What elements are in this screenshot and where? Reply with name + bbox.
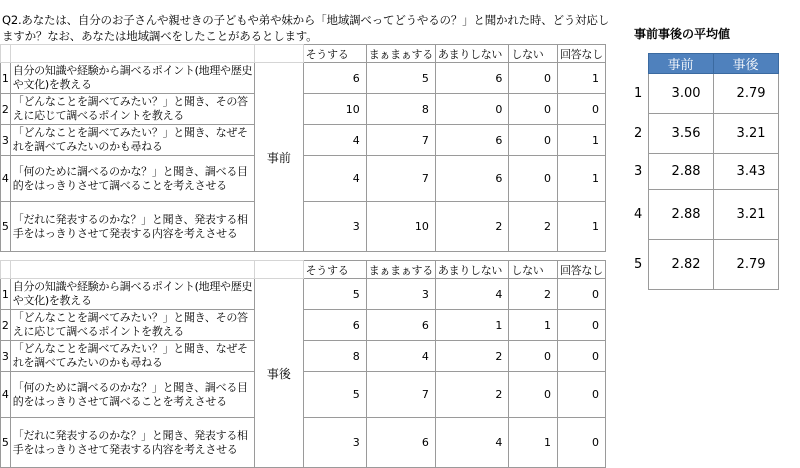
after-table: [0, 260, 606, 468]
count-cell[interactable]: 0: [435, 94, 508, 125]
count-cell[interactable]: 1: [557, 202, 605, 252]
table-row: [1, 156, 606, 202]
column-header[interactable]: そうする: [303, 45, 366, 63]
averages-row: [628, 74, 778, 114]
averages-index: 4: [634, 207, 643, 222]
header-row: [1, 261, 606, 279]
count-cell[interactable]: 8: [366, 94, 435, 125]
count-cell[interactable]: 0: [509, 125, 558, 156]
averages-after: 3.43: [713, 154, 778, 190]
table-row: [1, 341, 606, 372]
count-cell[interactable]: 7: [366, 156, 435, 202]
count-cell[interactable]: 7: [366, 125, 435, 156]
averages-header: 事後: [713, 54, 778, 74]
count-cell[interactable]: 0: [509, 156, 558, 202]
averages-index: 1: [634, 86, 643, 101]
blank-cell[interactable]: [10, 45, 254, 63]
count-cell[interactable]: 2: [509, 202, 558, 252]
item-label[interactable]: 自分の知識や経験から調べるポイント(地理や歴史や文化)を教える: [10, 63, 254, 94]
count-cell[interactable]: 1: [509, 310, 558, 341]
averages-after: 2.79: [713, 240, 778, 290]
averages-after: 2.79: [713, 74, 778, 114]
count-cell[interactable]: 4: [435, 279, 508, 310]
table-row: [1, 418, 606, 468]
count-cell[interactable]: 5: [303, 372, 366, 418]
count-cell[interactable]: 0: [557, 372, 605, 418]
table-row: [1, 372, 606, 418]
row-index[interactable]: 2: [1, 94, 11, 125]
count-cell[interactable]: 3: [303, 418, 366, 468]
column-header[interactable]: まぁまぁする: [366, 261, 435, 279]
column-header[interactable]: まぁまぁする: [366, 45, 435, 63]
averages-row: [628, 154, 778, 190]
row-index[interactable]: 1: [1, 279, 11, 310]
count-cell[interactable]: 1: [557, 156, 605, 202]
item-label[interactable]: 「だれに発表するのかな？」と聞き、発表する相手をはっきりさせて発表する内容を考えさせる: [10, 202, 254, 252]
count-cell[interactable]: 6: [366, 418, 435, 468]
item-label[interactable]: 「どんなことを調べてみたい？」と聞き、その答えに応じて調べるポイントを教える: [10, 94, 254, 125]
averages-table: [628, 53, 779, 290]
item-label[interactable]: 「どんなことを調べてみたい？」と聞き、なぜそれを調べてみたいのかも尋ねる: [10, 341, 254, 372]
averages-before: 2.82: [648, 240, 713, 290]
count-cell[interactable]: 0: [557, 418, 605, 468]
group-label[interactable]: 事後: [255, 279, 303, 468]
header-row: [1, 45, 606, 63]
count-cell[interactable]: 2: [509, 279, 558, 310]
count-cell[interactable]: 6: [366, 310, 435, 341]
count-cell[interactable]: 0: [509, 63, 558, 94]
averages-index: 3: [634, 164, 643, 179]
count-cell[interactable]: 4: [435, 418, 508, 468]
count-cell[interactable]: 5: [366, 63, 435, 94]
row-index[interactable]: 4: [1, 372, 11, 418]
count-cell[interactable]: 0: [557, 310, 605, 341]
count-cell[interactable]: 10: [366, 202, 435, 252]
count-cell[interactable]: 2: [435, 202, 508, 252]
averages-before: 3.56: [648, 114, 713, 154]
count-cell[interactable]: 0: [557, 341, 605, 372]
question-text: Q2.あなたは、自分のお子さんや親せきの子どもや弟や妹から「地域調べってどうやるの？」と聞かれた時、どう対応しますか？なお、あなたは地域調べをしたことがあるとします。: [2, 13, 610, 43]
table-row: [1, 202, 606, 252]
row-index[interactable]: 4: [1, 156, 11, 202]
count-cell[interactable]: 4: [303, 125, 366, 156]
count-cell[interactable]: 0: [509, 94, 558, 125]
count-cell[interactable]: 6: [303, 63, 366, 94]
averages-index: 5: [634, 257, 643, 272]
averages-header-row: [628, 54, 778, 74]
count-cell[interactable]: 10: [303, 94, 366, 125]
item-label[interactable]: 「どんなことを調べてみたい？」と聞き、なぜそれを調べてみたいのかも尋ねる: [10, 125, 254, 156]
count-cell[interactable]: 6: [303, 310, 366, 341]
item-label[interactable]: 自分の知識や経験から調べるポイント(地理や歴史や文化)を教える: [10, 279, 254, 310]
count-cell[interactable]: 1: [557, 63, 605, 94]
averages-title: 事前事後の平均値: [634, 27, 731, 41]
row-index[interactable]: 5: [1, 418, 11, 468]
averages-after: 3.21: [713, 114, 778, 154]
averages-row: [628, 114, 778, 154]
count-cell[interactable]: 0: [509, 372, 558, 418]
row-index[interactable]: 1: [1, 63, 11, 94]
count-cell[interactable]: 0: [509, 341, 558, 372]
count-cell[interactable]: 6: [435, 125, 508, 156]
count-cell[interactable]: 5: [303, 279, 366, 310]
count-cell[interactable]: 6: [435, 63, 508, 94]
column-header[interactable]: 回答なし: [557, 45, 605, 63]
count-cell[interactable]: 0: [557, 94, 605, 125]
before-table: [0, 44, 606, 252]
count-cell[interactable]: 7: [366, 372, 435, 418]
averages-before: 2.88: [648, 190, 713, 240]
averages-before: 2.88: [648, 154, 713, 190]
count-cell[interactable]: 1: [557, 125, 605, 156]
averages-row: [628, 240, 778, 290]
count-cell[interactable]: 4: [366, 341, 435, 372]
table-row: [1, 63, 606, 94]
count-cell[interactable]: 2: [435, 341, 508, 372]
blank-cell[interactable]: [255, 261, 303, 279]
item-label[interactable]: 「何のために調べるのかな？」と聞き、調べる目的をはっきりさせて調べることを考えさせる: [10, 156, 254, 202]
column-header[interactable]: しない: [509, 45, 558, 63]
count-cell[interactable]: 1: [435, 310, 508, 341]
item-label[interactable]: 「どんなことを調べてみたい？」と聞き、その答えに応じて調べるポイントを教える: [10, 310, 254, 341]
averages-before: 3.00: [648, 74, 713, 114]
column-header[interactable]: あまりしない: [435, 261, 508, 279]
count-cell[interactable]: 6: [435, 156, 508, 202]
row-index[interactable]: 2: [1, 310, 11, 341]
count-cell[interactable]: 2: [435, 372, 508, 418]
count-cell[interactable]: 1: [509, 418, 558, 468]
table-row: [1, 94, 606, 125]
column-header[interactable]: しない: [509, 261, 558, 279]
row-index[interactable]: 5: [1, 202, 11, 252]
count-cell[interactable]: 3: [366, 279, 435, 310]
row-index[interactable]: 3: [1, 341, 11, 372]
blank-cell[interactable]: [1, 261, 11, 279]
count-cell[interactable]: 3: [303, 202, 366, 252]
table-row: [1, 279, 606, 310]
count-cell[interactable]: 8: [303, 341, 366, 372]
averages-after: 3.21: [713, 190, 778, 240]
averages-index: 2: [634, 126, 643, 141]
averages-row: [628, 190, 778, 240]
group-label[interactable]: 事前: [255, 63, 303, 252]
blank-cell[interactable]: [1, 45, 11, 63]
column-header[interactable]: 回答なし: [557, 261, 605, 279]
table-row: [1, 310, 606, 341]
response-grid: [0, 44, 606, 456]
row-index[interactable]: 3: [1, 125, 11, 156]
blank-cell[interactable]: [255, 45, 303, 63]
column-header[interactable]: あまりしない: [435, 45, 508, 63]
table-row: [1, 125, 606, 156]
blank-cell[interactable]: [10, 261, 254, 279]
blank-cell: [628, 54, 648, 74]
averages-header: 事前: [648, 54, 713, 74]
column-header[interactable]: そうする: [303, 261, 366, 279]
item-label[interactable]: 「何のために調べるのかな？」と聞き、調べる目的をはっきりさせて調べることを考えさせる: [10, 372, 254, 418]
count-cell[interactable]: 0: [557, 279, 605, 310]
count-cell[interactable]: 4: [303, 156, 366, 202]
item-label[interactable]: 「だれに発表するのかな？」と聞き、発表する相手をはっきりさせて発表する内容を考えさせる: [10, 418, 254, 468]
